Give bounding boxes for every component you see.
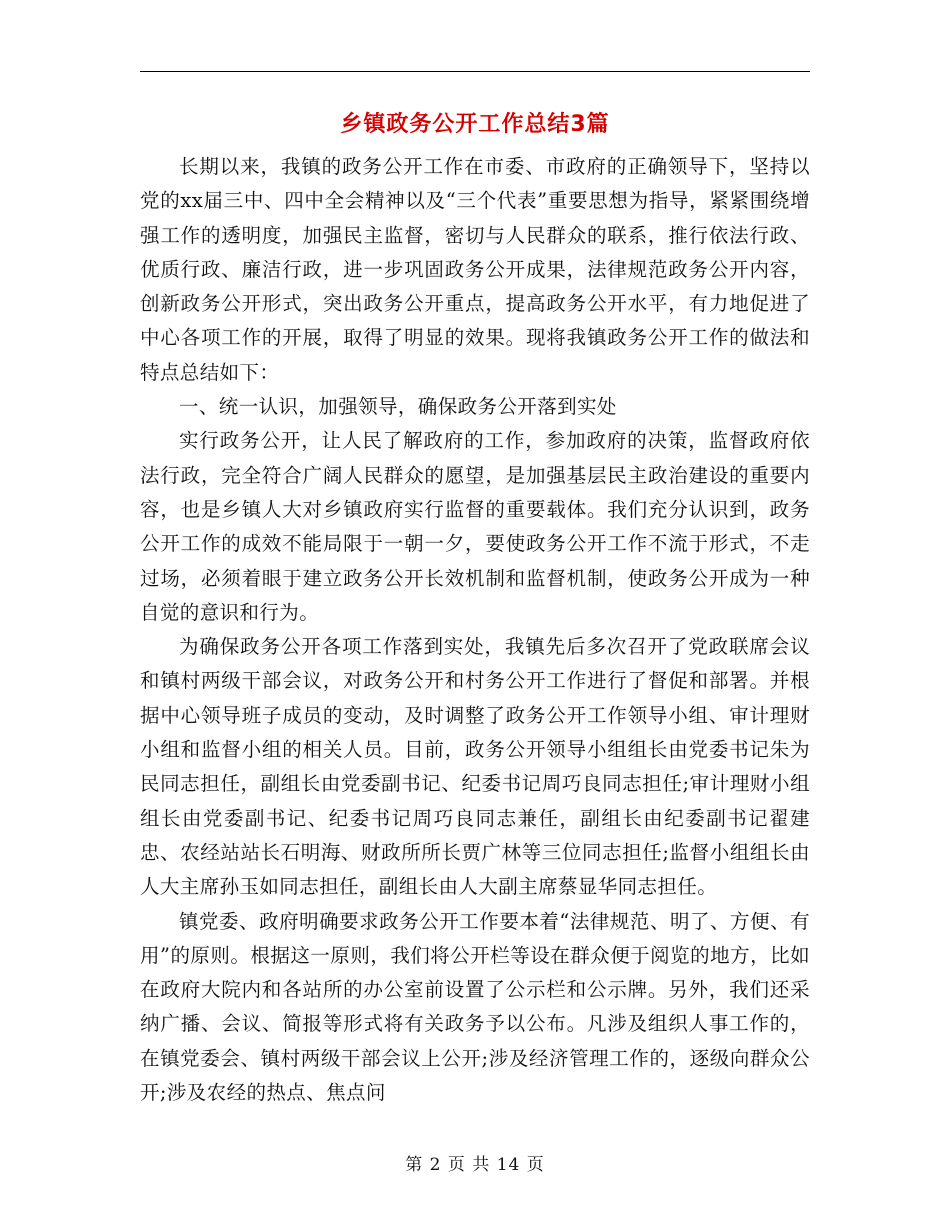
body-paragraph: 为确保政务公开各项工作落到实处，我镇先后多次召开了党政联席会议和镇村两级干部会议，对政务公开和村务公开工作进行了督促和部署。并根据中心领导班子成员的变动，及时调整了政务公开工作领导小组、审计理财小组和监督小组的相关人员。目前，政务公开领导小组组长由党委书记朱为民同志担任，副组长由党委副书记、纪委书记周巧良同志担任;审计理财小组组长由党委副书记、纪委书记周巧良同志兼任，副组长由纪委副书记翟建忠、农经站站长石明海、财政所所长贾广林等三位同志担任;监督小组组长由人大主席孙玉如同志担任，副组长由人大副主席蔡显华同志担任。	[140, 635, 810, 899]
body-paragraph: 实行政务公开，让人民了解政府的工作，参加政府的决策，监督政府依法行政，完全符合广阔人民群众的愿望，是加强基层民主政治建设的重要内容，也是乡镇人大对乡镇政府实行监督的重要载体。我们充分认识到，政务公开工作的成效不能局限于一朝一夕，要使政务公开工作不流于形式，不走过场，必须着眼于建立政务公开长效机制和监督机制，使政务公开成为一种自觉的意识和行为。	[140, 429, 810, 624]
page-number-footer: 第 2 页 共 14 页	[405, 1155, 545, 1175]
document-body	[140, 150, 810, 1110]
document-title: 乡镇政务公开工作总结3篇	[340, 112, 610, 137]
body-paragraph: 镇党委、政府明确要求政务公开工作要本着“法律规范、明了、方便、有用”的原则。根据这一原则，我们将公开栏等设在群众便于阅览的地方，比如在政府大院内和各站所的办公室前设置了公示栏和公示牌。另外，我们还采纳广播、会议、简报等形式将有关政务予以公布。凡涉及组织人事工作的，在镇党委会、镇村两级干部会议上公开;涉及经济管理工作的，逐级向群众公开;涉及农经的热点、焦点问	[140, 909, 810, 1105]
header-rule	[140, 71, 810, 72]
section-heading: 一、统一认识，加强领导，确保政务公开落到实处	[179, 395, 617, 419]
intro-paragraph: 长期以来，我镇的政务公开工作在市委、市政府的正确领导下，坚持以党的xx届三中、四中全会精神以及“三个代表”重要思想为指导，紧紧围绕增强工作的透明度，加强民主监督，密切与人民群众的联系，推行依法行政、优质行政、廉洁行政，进一步巩固政务公开成果，法律规范政务公开内容，创新政务公开形式，突出政务公开重点，提高政务公开水平，有力地促进了中心各项工作的开展，取得了明显的效果。现将我镇政务公开工作的做法和特点总结如下：	[140, 155, 810, 384]
